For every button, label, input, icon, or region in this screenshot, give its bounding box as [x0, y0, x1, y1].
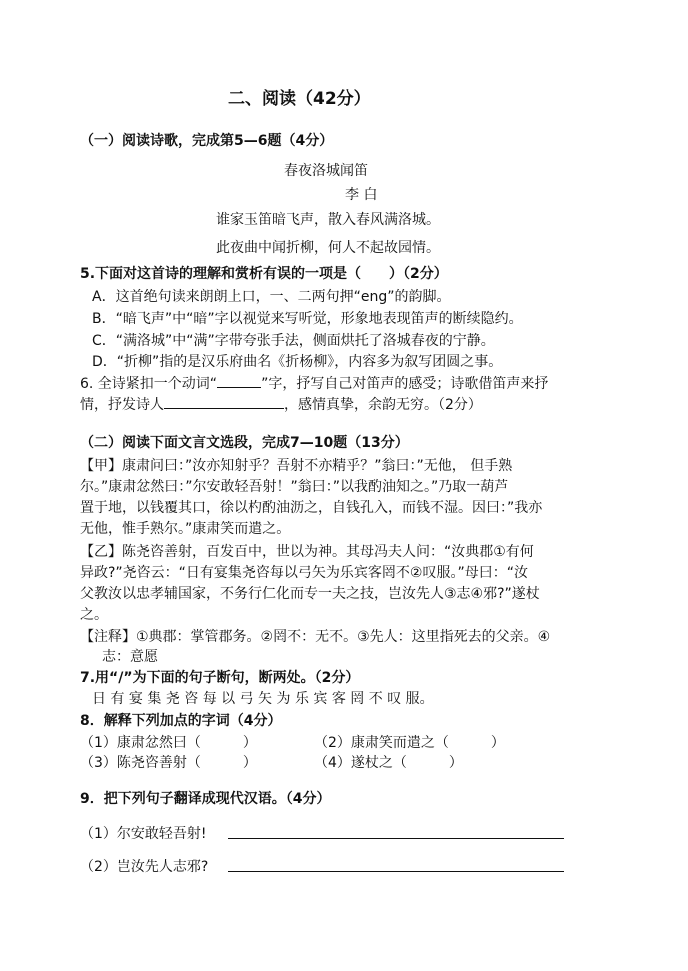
question-6-blank-2[interactable] [164, 394, 284, 409]
section-title: 二、阅读（42分） [228, 89, 371, 109]
question-5-option-d: D．“折柳”指的是汉乐府曲名《折杨柳》，内容多为叙写团圆之事。 [92, 354, 503, 370]
question-8-item-2: （2）康肃笑而遣之（ ） [314, 735, 505, 751]
question-6-line-1 [80, 373, 548, 394]
passage-jia-line-3: 置于地，以钱覆其口，徐以杓酌油沥之，自钱孔入，而钱不湿。因曰：”我亦 [80, 500, 543, 516]
question-9-answer-line-2[interactable] [228, 871, 564, 872]
question-5-option-a: A．这首绝句读来朗朗上口，一、二两句押“eng”的韵脚。 [92, 289, 451, 305]
poem-line-2: 此夜曲中闻折柳，何人不起故园情。 [216, 240, 440, 256]
passage-yi-line-3: 父教汝以忠孝辅国家，不务行仁化而专一夫之技，岂汝先人③志④邪?”遂杖 [80, 586, 540, 602]
question-5-option-c: C．“满洛城”中“满”字带夸张手法，侧面烘托了洛城春夜的宁静。 [92, 333, 495, 349]
question-5-option-b: B．“暗飞声”中“暗”字以视觉来写听觉，形象地表现笛声的断续隐约。 [92, 311, 523, 327]
question-8-stem: 8．解释下列加点的字词（4分） [80, 713, 282, 729]
question-8-item-4: （4）遂杖之（ ） [314, 755, 463, 771]
question-6-text-a: 6. 全诗紧扣一个动词“ [80, 376, 218, 392]
prose-section-heading: （二）阅读下面文言文选段，完成7—10题（13分） [80, 435, 409, 451]
poem-section-heading: （一）阅读诗歌，完成第5—6题（4分） [80, 133, 334, 149]
poem-author: 李 白 [345, 187, 378, 203]
poem-line-1: 谁家玉笛暗飞声，散入春风满洛城。 [216, 212, 440, 228]
passage-yi-line-1: 【乙】陈尧咨善射，百发百中，世以为神。其母冯夫人问：“汝典郡①有何 [80, 544, 534, 560]
question-6-text-b: ”字，抒写自己对笛声的感受；诗歌借笛声来抒 [261, 376, 549, 392]
question-9-item-1: （1）尔安敢轻吾射! [80, 826, 207, 842]
question-9-answer-line-1[interactable] [228, 838, 564, 839]
poem-title: 春夜洛城闻笛 [284, 163, 368, 179]
question-9-item-2: （2）岂汝先人志邪? [80, 859, 209, 875]
question-5-stem: 5.下面对这首诗的理解和赏析有误的一项是（ ）（2分） [80, 266, 448, 282]
passage-jia-line-1: 【甲】康肃问曰：”汝亦知射乎？吾射不亦精乎？”翁曰：”无他， 但手熟 [80, 458, 513, 474]
question-9-stem: 9．把下列句子翻译成现代汉语。（4分） [80, 791, 331, 807]
question-6-text-c: 情，抒发诗人 [80, 397, 164, 413]
passage-jia-line-4: 无他，惟手熟尔。”康肃笑而遣之。 [80, 521, 291, 537]
passage-yi-line-4: 之。 [80, 607, 108, 623]
annotation-line-1: 【注释】①典郡：掌管郡务。②罔不：无不。③先人：这里指死去的父亲。④ [80, 629, 551, 645]
question-7-stem: 7.用“/”为下面的句子断句，断两处。（2分） [80, 670, 360, 686]
annotation-line-2: 志：意愿 [102, 649, 158, 665]
question-6-blank-1[interactable] [217, 373, 261, 388]
passage-jia-line-2: 尔。”康肃忿然曰：”尔安敢轻吾射！”翁曰：”以我酌油知之。”乃取一葫芦 [80, 479, 509, 495]
passage-yi-line-2: 异政?”尧咨云：“日有宴集尧咨每以弓矢为乐宾客罔不②叹服。”母曰：“汝 [80, 565, 528, 581]
question-6-text-d: ，感情真挚，余韵无穷。（2分） [284, 397, 482, 413]
question-8-item-1: （1）康肃忿然曰（ ） [80, 735, 257, 751]
question-6-line-2 [80, 394, 482, 415]
question-7-sentence: 日 有 宴 集 尧 咨 每 以 弓 矢 为 乐 宾 客 罔 不 叹 服。 [92, 691, 434, 707]
question-8-item-3: （3）陈尧咨善射（ ） [80, 755, 257, 771]
